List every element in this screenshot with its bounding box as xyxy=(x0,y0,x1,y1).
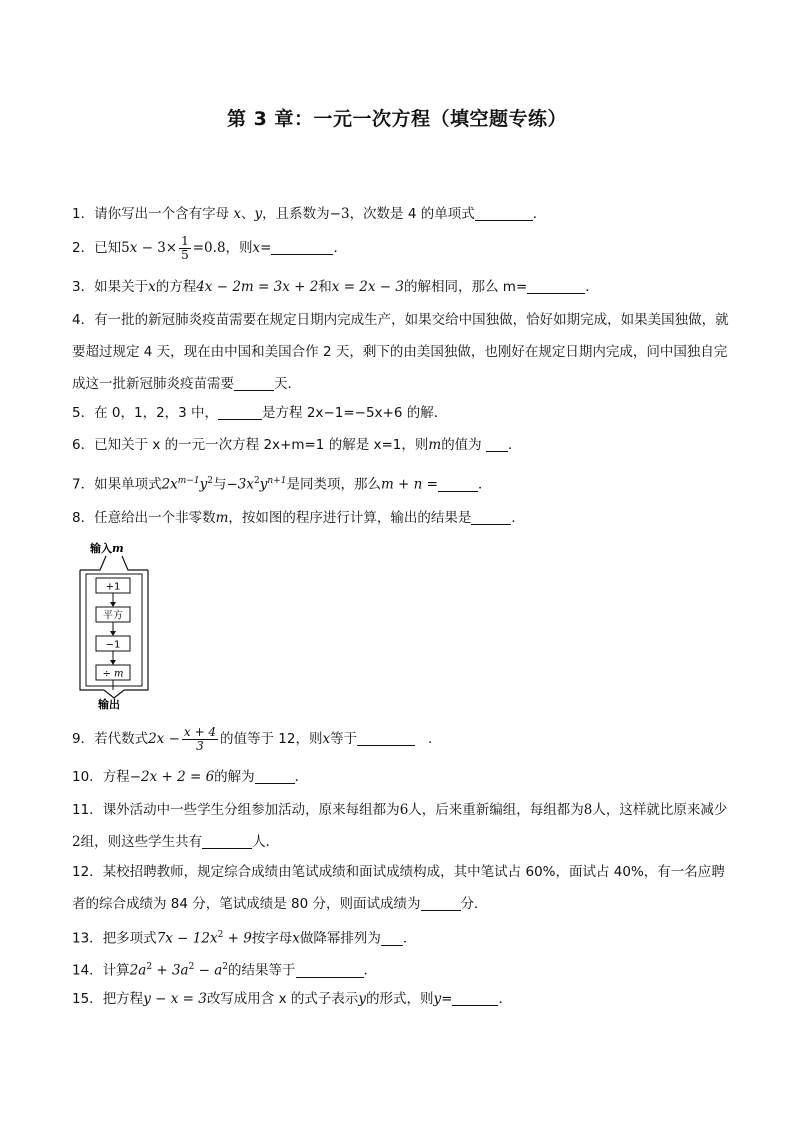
fraction xyxy=(179,235,191,262)
question-number: 5． xyxy=(72,405,95,421)
math-expr: 7x − 12x xyxy=(156,930,218,947)
question-text: ． xyxy=(498,991,512,1007)
question-text: 任意给出一个非零数 xyxy=(94,510,216,526)
math-expr: + 9 xyxy=(223,930,252,947)
question-13 xyxy=(72,919,732,955)
answer-blank[interactable] xyxy=(527,277,585,294)
flowchart-funnel-right xyxy=(122,556,148,570)
question-text: 是方程 2x−1=−5x+6 的解． xyxy=(262,405,448,421)
math-exponent: n+1 xyxy=(267,476,287,486)
question-text: ． xyxy=(402,930,417,947)
math-expr: x = 2x − 3 xyxy=(331,279,404,295)
fraction-numerator: 1 xyxy=(181,233,189,248)
question-text: 是同类项，那么 xyxy=(286,476,381,493)
question-text: ． xyxy=(363,962,378,979)
question-text: 人，这样就比原来减少 xyxy=(592,802,728,818)
question-text: ． xyxy=(532,206,547,222)
question-text: 做降幂排列为 xyxy=(299,930,381,947)
question-text: 按字母 xyxy=(251,930,293,947)
flowchart-step-2-label: 平方 xyxy=(103,610,123,622)
math-var: x xyxy=(252,240,261,256)
answer-blank[interactable] xyxy=(471,508,511,525)
question-text: 请你写出一个含有字母 xyxy=(94,206,230,222)
question-15 xyxy=(72,983,732,1015)
math-expr: y − x = 3 xyxy=(143,991,207,1007)
math-expr: m + n = xyxy=(380,476,438,493)
answer-blank[interactable] xyxy=(486,435,508,452)
math-expr: −3x xyxy=(226,476,254,493)
question-text: 的值为 xyxy=(441,437,482,453)
question-text: 组，则这些学生共有 xyxy=(80,834,203,850)
question-text: 已知关于 x 的一元一次方程 2x+m=1 的解是 x=1，则 xyxy=(94,437,429,453)
answer-blank[interactable] xyxy=(218,403,262,420)
math-var: x xyxy=(233,206,242,222)
math-expr: − 3× xyxy=(137,240,178,256)
question-10 xyxy=(72,761,732,793)
question-text: 的方程 xyxy=(155,279,197,295)
math-var: m xyxy=(215,510,229,526)
math-expr: 4x − 2m = 3x + 2 xyxy=(196,279,319,295)
answer-blank[interactable] xyxy=(452,989,498,1006)
math-expr: − a xyxy=(194,962,223,979)
question-text: ，且系数为 xyxy=(262,206,330,222)
answer-blank[interactable] xyxy=(271,238,333,255)
question-text: 、 xyxy=(241,206,255,222)
question-text: ，按如图的程序进行计算，输出的结果是 xyxy=(228,510,472,526)
question-text: 如果单项式 xyxy=(94,476,162,493)
answer-blank[interactable] xyxy=(421,894,461,911)
answer-blank[interactable] xyxy=(255,767,295,784)
math-var: x xyxy=(148,279,156,295)
question-text: ，次数是 4 的单项式 xyxy=(349,206,475,222)
question-text: ． xyxy=(427,731,442,747)
answer-blank[interactable] xyxy=(475,204,533,221)
math-exponent: m−1 xyxy=(177,476,200,486)
question-number: 9． xyxy=(72,731,95,747)
question-text: 人． xyxy=(252,834,280,850)
question-number: 6． xyxy=(72,437,95,453)
question-number: 11． xyxy=(72,802,103,818)
flowchart-funnel-bottom xyxy=(104,690,124,698)
math-exponent: 2 xyxy=(188,962,195,972)
fraction xyxy=(182,726,218,753)
question-text: 的形式，则 xyxy=(366,991,434,1007)
math-var: y xyxy=(259,476,268,493)
question-text: 和 xyxy=(318,279,332,295)
question-number: 13． xyxy=(72,930,103,947)
question-text: 把多项式 xyxy=(102,930,157,947)
math-expr: =0.8，则 xyxy=(192,240,253,256)
question-text: ． xyxy=(333,240,347,256)
math-var: m xyxy=(428,437,442,453)
question-number: 12． xyxy=(72,864,103,880)
answer-blank[interactable] xyxy=(357,729,415,746)
answer-blank[interactable] xyxy=(202,832,252,849)
math-var: y xyxy=(358,991,367,1007)
question-number: 2． xyxy=(72,240,95,256)
math-var: x xyxy=(322,731,331,747)
question-text: ． xyxy=(294,769,309,785)
math-exponent: 2 xyxy=(254,476,260,486)
question-text: 课外活动中一些学生分组参加活动，原来每组都为 xyxy=(102,802,400,818)
fraction-numerator: x + 4 xyxy=(183,724,216,739)
question-text: ． xyxy=(585,279,599,295)
question-number: 3． xyxy=(72,279,95,295)
question-1 xyxy=(72,198,732,230)
question-text: 有一批的新冠肺炎疫苗需要在规定日期内完成生产，如果交给中国独做，恰好如期完成，如果美国独做，就要超过规定 4 天，现在由中国和美国合作 2 天，剩下的由美国独做，也刚好在规定日期内完成，问中国独自完成这一批新冠肺炎疫苗需要 xyxy=(72,312,729,392)
math-exponent: 2 xyxy=(207,476,213,486)
question-text: 的解相同，那么 m= xyxy=(404,279,528,295)
question-text: 已知 xyxy=(94,240,122,256)
question-number: 15． xyxy=(72,991,103,1007)
math-expr: = xyxy=(260,240,272,256)
flowchart-arrowhead xyxy=(110,602,116,607)
flowchart-step-4-label: ÷ m xyxy=(102,668,124,680)
page-title: 第 3 章：一元一次方程（填空题专练） xyxy=(227,108,567,130)
flowchart-arrowhead xyxy=(110,631,116,636)
question-number: 7． xyxy=(72,476,95,493)
math-number: 8 xyxy=(583,802,593,818)
question-number: 10． xyxy=(72,769,103,785)
answer-blank[interactable] xyxy=(234,374,274,391)
question-text: 在 0，1，2，3 中， xyxy=(94,405,219,421)
question-text: 的值等于 12，则 xyxy=(220,731,323,747)
math-number: 2 xyxy=(72,834,81,850)
question-text: 某校招聘教师，规定综合成绩由笔试成绩和面试成绩构成，其中笔试占 60%，面试占 40%，有一名应聘者的综合成绩为 84 分，笔试成绩是 80 分，则面试成绩为 xyxy=(72,864,725,912)
question-text: 方程 xyxy=(102,769,130,785)
math-expr: 2a xyxy=(129,962,147,979)
question-text: = xyxy=(441,991,453,1007)
question-text: 的结果等于 xyxy=(228,962,296,979)
math-expr: 5 xyxy=(121,240,130,256)
question-11 xyxy=(72,794,732,858)
flowchart-funnel-left xyxy=(80,556,106,570)
math-var: y xyxy=(254,206,263,222)
program-flowchart xyxy=(74,540,154,710)
answer-blank[interactable] xyxy=(381,929,403,946)
question-8 xyxy=(72,502,732,534)
question-text: 如果关于 xyxy=(94,279,149,295)
math-number: 6 xyxy=(399,802,409,818)
question-4 xyxy=(72,304,732,400)
question-number: 1． xyxy=(72,206,95,222)
flowchart-input-label: 输入m xyxy=(90,542,124,555)
question-text: ． xyxy=(507,437,522,453)
math-exponent: 2 xyxy=(146,962,153,972)
question-text: 的解为 xyxy=(214,769,255,785)
question-text: 分． xyxy=(460,896,488,912)
question-text: 天． xyxy=(274,376,301,392)
question-9 xyxy=(72,723,732,755)
question-14 xyxy=(72,951,732,987)
question-number: 8． xyxy=(72,510,95,526)
math-expr: −2x + 2 = 6 xyxy=(129,769,215,785)
question-3 xyxy=(72,271,732,303)
flowchart-step-1-label: +1 xyxy=(105,581,121,593)
math-expr: 2x − xyxy=(148,731,180,747)
math-exponent: 2 xyxy=(217,930,224,940)
question-number: 14． xyxy=(72,962,103,979)
math-expr: 2x xyxy=(161,476,178,493)
question-text: 计算 xyxy=(102,962,130,979)
question-6 xyxy=(72,429,732,461)
fraction-denominator: 3 xyxy=(196,738,204,753)
math-var: x xyxy=(292,930,300,947)
math-expr: −3 xyxy=(329,206,350,222)
question-text: 把方程 xyxy=(102,991,144,1007)
flowchart-arrowhead xyxy=(110,660,116,665)
question-5 xyxy=(72,397,732,429)
math-var: y xyxy=(199,476,208,493)
math-var: x xyxy=(129,240,138,256)
flowchart-step-3-label: −1 xyxy=(105,639,121,651)
answer-blank[interactable] xyxy=(296,961,364,978)
question-text: 人，后来重新编组，每组都为 xyxy=(408,802,584,818)
question-text: ． xyxy=(511,510,525,526)
question-text: ． xyxy=(477,476,492,493)
question-2 xyxy=(72,232,732,264)
flowchart-output-label: 输出 xyxy=(98,698,120,710)
question-7 xyxy=(72,465,732,501)
question-12 xyxy=(72,856,732,920)
math-var: y xyxy=(433,991,442,1007)
math-exponent: 2 xyxy=(222,962,229,972)
math-expr: + 3a xyxy=(152,962,189,979)
fraction-denominator: 5 xyxy=(181,247,189,262)
question-text: 改写成用含 x 的式子表示 xyxy=(206,991,359,1007)
question-text: 与 xyxy=(212,476,227,493)
question-number: 4． xyxy=(72,312,95,328)
answer-blank[interactable] xyxy=(438,475,478,492)
question-text: 等于 xyxy=(330,731,358,747)
question-text: 若代数式 xyxy=(94,731,149,747)
